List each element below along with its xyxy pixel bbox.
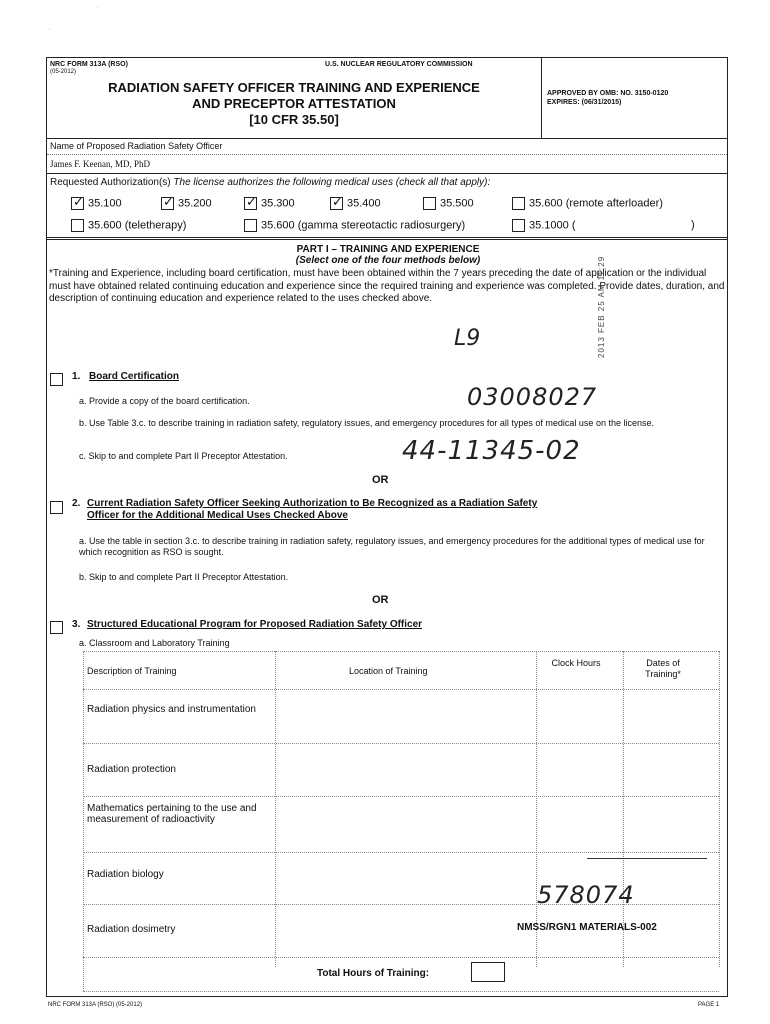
section1-a: a. Provide a copy of the board certification. [79,396,250,406]
section1-c: c. Skip to and complete Part II Preceptor Attestation. [79,451,288,461]
checkbox[interactable] [71,219,84,232]
form-id: NRC FORM 313A (RSO) [50,61,128,68]
table-rule [83,852,719,853]
auth-label: 35.100 [88,197,122,210]
nrc-form [46,57,728,997]
table-col-rule [719,651,720,967]
auth-label: 35.600 (gamma stereotactic radiosurgery) [261,219,466,232]
section3-a: a. Classroom and Laboratory Training [79,638,230,648]
or-separator-1: OR [372,474,389,486]
footer-form-id: NRC FORM 313A (RSO) (05-2012) [48,1002,143,1008]
table-row-label: Mathematics pertaining to the use and measurement of radioactivity [87,803,257,825]
auth-35-1000[interactable] [512,219,575,232]
checkbox[interactable] [244,219,257,232]
dotted-rule [47,154,727,155]
auth-label: 35.600 (remote afterloader) [529,197,663,210]
officer-name[interactable]: James F. Keenan, MD, PhD [50,159,151,169]
part1-title: PART I – TRAINING AND EXPERIENCE [296,244,480,255]
table-col-rule [275,651,276,967]
auth-close-paren: ) [691,219,695,231]
table-col-rule [623,651,624,967]
title-line-2: AND PRECEPTOR ATTESTATION [192,96,396,111]
auth-35-600-gamma[interactable] [244,219,465,232]
auth-35-300[interactable] [244,197,295,210]
table-col-rule [536,651,537,967]
auth-35-500[interactable] [423,197,474,210]
header-rule [47,138,727,139]
agency-name: U.S. NUCLEAR REGULATORY COMMISSION [325,61,473,68]
section3-title: Structured Educational Program for Proposed Radiation Safety Officer [87,619,423,630]
checkbox[interactable] [50,373,63,386]
header-divider [541,58,542,138]
corner-mark: · [96,4,99,11]
col-header-dates: Dates of Training* [645,658,681,679]
auth-35-200[interactable] [161,197,212,210]
table-rule [83,957,719,958]
authorization-label-plain: Requested Authorization(s) [50,177,171,188]
handwritten-l9: L9 [454,326,481,351]
section2-a: a. Use the table in section 3.c. to describe training in radiation safety, regulatory issues, and emergency procedures for the additional types of medical use for which recognition as RSO is sought. [79,536,705,557]
checkbox[interactable] [330,197,343,210]
table-col-rule [83,651,84,991]
section2-title-l2: Officer for the Additional Medical Uses Checked Above [87,510,348,521]
section1-checkbox[interactable] [50,371,63,389]
table-row-label: Radiation dosimetry [87,924,176,935]
section2-b: b. Skip to and complete Part II Preceptor Attestation. [79,572,289,582]
checkbox[interactable] [50,501,63,514]
auth-label: 35.500 [440,197,474,210]
title-line-1: RADIATION SAFETY OFFICER TRAINING AND EXPERIENCE [108,80,480,95]
table-rule [83,689,719,690]
col-header-location: Location of Training [349,666,428,676]
auth-label: 35.300 [261,197,295,210]
section1-number: 1. [72,371,81,382]
or-separator-2: OR [372,594,389,606]
region-stamp: NMSS/RGN1 MATERIALS-002 [517,922,657,933]
omb-expiry: EXPIRES: (06/31/2015) [547,99,622,106]
auth-label: 35.400 [347,197,381,210]
authorization-label [50,177,490,188]
section1-b: b. Use Table 3.c. to describe training in radiation safety, regulatory issues, and emergency procedures for all types of medical use on the license. [79,418,654,428]
checkbox[interactable] [71,197,84,210]
handwritten-control-number: 03008027 [467,383,598,411]
officer-rule [47,173,727,174]
section1-title: Board Certification [89,371,180,382]
checkbox[interactable] [161,197,174,210]
table-rule [83,991,719,992]
title-line-3: [10 CFR 35.50] [249,112,339,127]
table-row-label: Radiation physics and instrumentation [87,704,256,715]
handwritten-underline [587,858,707,859]
table-rule [83,743,719,744]
section3-number: 3. [72,619,81,630]
authorization-label-italic: The license authorizes the following medical uses (check all that apply): [173,177,491,188]
table-row-label: Radiation protection [87,764,176,775]
section3-checkbox[interactable] [50,619,63,637]
handwritten-mail-control: 578074 [537,881,635,909]
col-header-hours: Clock Hours [551,658,601,668]
table-row-label: Radiation biology [87,869,164,880]
checkbox[interactable] [423,197,436,210]
auth-label: 35.1000 ( [529,219,576,232]
col-header-description: Description of Training [87,666,177,676]
checkbox[interactable] [50,621,63,634]
section2-title-l1: Current Radiation Safety Officer Seeking Authorization to Be Recognized as a Radiation Safety [87,498,538,509]
part1-intro: *Training and Experience, including board certification, must have been obtained within the 7 years preceding the date of application or the individual must have obtained related continuing education and experience since the required training and experience was completed. Provide dates, duration, and description of continuing education and experience related to the uses checked above. [49,268,725,304]
handwritten-docket-number: 44-11345-02 [402,436,581,466]
section2-number: 2. [72,498,81,509]
total-hours-label: Total Hours of Training: [317,968,430,979]
auth-35-400[interactable] [330,197,381,210]
checkbox[interactable] [512,197,525,210]
total-hours-input[interactable] [471,962,505,982]
auth-35-600-remote[interactable] [512,197,663,210]
section2-checkbox[interactable] [50,499,63,517]
checkbox[interactable] [512,219,525,232]
corner-mark: · [48,26,51,33]
officer-label: Name of Proposed Radiation Safety Officer [50,141,223,151]
auth-35-100[interactable] [71,197,122,210]
form-title [47,80,541,128]
auth-rule [47,237,727,238]
part1-subtitle: (Select one of the four methods below) [295,255,481,266]
omb-approval: APPROVED BY OMB: NO. 3150-0120 [547,90,669,97]
footer-page-number: PAGE 1 [698,1002,720,1008]
form-date: (05-2012) [50,69,77,75]
auth-label: 35.200 [178,197,212,210]
auth-label: 35.600 (teletherapy) [88,219,187,232]
received-date-stamp: 2013 FEB 25 AM 11:29 [597,255,606,358]
auth-35-600-teletherapy[interactable] [71,219,186,232]
auth-rule-double [47,239,727,240]
table-rule [83,796,719,797]
checkbox[interactable] [244,197,257,210]
